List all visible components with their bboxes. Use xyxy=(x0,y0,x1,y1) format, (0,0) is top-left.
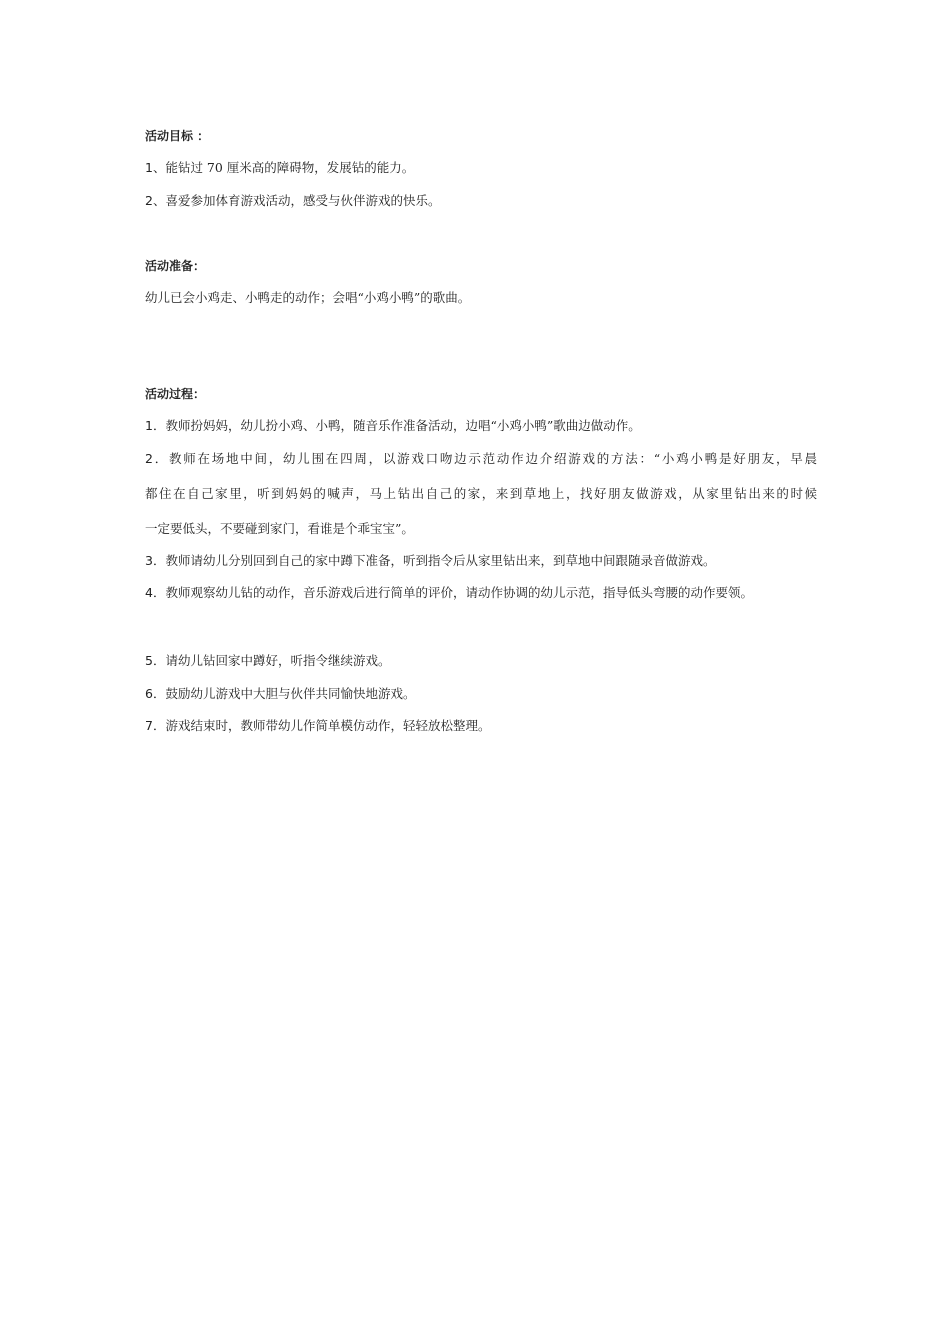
step-number: 2． xyxy=(145,451,169,466)
step-text: 游戏结束时，教师带幼儿作简单模仿动作，轻轻放松整理。 xyxy=(165,718,491,733)
process-step-2-line-2: 都住在自己家里，听到妈妈的喊声，马上钻出自己的家，来到草地上，找好朋友做游戏，从家里钻出来的时候 xyxy=(145,486,817,501)
goal-item-2 xyxy=(145,193,440,209)
process-step-2-line-3: 一定要低头，不要碰到家门，看谁是个乖宝宝”。 xyxy=(145,521,414,536)
step-number: 5． xyxy=(145,653,166,668)
step-text: 教师观察幼儿钻的动作，音乐游戏后进行简单的评价，请动作协调的幼儿示范，指导低头弯腰的动作要领。 xyxy=(165,585,753,600)
goals-heading: 活动目标 ： xyxy=(145,129,210,143)
goal-item-number: 2、 xyxy=(145,193,166,208)
goal-item-text: 喜爱参加体育游戏活动，感受与伙伴游戏的快乐。 xyxy=(165,193,441,208)
step-text: 教师在场地中间，幼儿围在四周，以游戏口吻边示范动作边介绍游戏的方法：“小鸡小鸭是好朋友，早晨 xyxy=(168,451,818,466)
goal-item-1 xyxy=(145,160,414,176)
step-text: 鼓励幼儿游戏中大胆与伙伴共同愉快地游戏。 xyxy=(165,686,416,701)
process-heading: 活动过程： xyxy=(145,387,206,401)
document-page xyxy=(145,0,825,1344)
prep-heading: 活动准备： xyxy=(145,259,206,273)
step-number: 6． xyxy=(145,686,166,701)
prep-text: 幼儿已会小鸡走、小鸭走的动作；会唱“小鸡小鸭”的歌曲。 xyxy=(145,290,471,305)
step-text: 教师扮妈妈，幼儿扮小鸡、小鸭，随音乐作准备活动，边唱“小鸡小鸭”歌曲边做动作。 xyxy=(165,418,641,433)
process-step-1 xyxy=(145,418,641,434)
process-step-3 xyxy=(145,553,715,569)
step-text: 教师请幼儿分别回到自己的家中蹲下准备，听到指令后从家里钻出来，到草地中间跟随录音做游戏。 xyxy=(165,553,716,568)
step-number: 3． xyxy=(145,553,166,568)
step-number: 1． xyxy=(145,418,166,433)
process-step-4 xyxy=(145,585,753,601)
process-step-7 xyxy=(145,718,490,734)
step-text: 请幼儿钻回家中蹲好，听指令继续游戏。 xyxy=(165,653,391,668)
process-step-5 xyxy=(145,653,390,669)
process-step-6 xyxy=(145,686,415,702)
goal-item-text: 能钻过 70 厘米高的障碍物，发展钻的能力。 xyxy=(165,160,415,175)
step-number: 7． xyxy=(145,718,166,733)
process-step-2-line-1 xyxy=(145,451,817,467)
step-number: 4． xyxy=(145,585,166,600)
goal-item-number: 1、 xyxy=(145,160,166,175)
